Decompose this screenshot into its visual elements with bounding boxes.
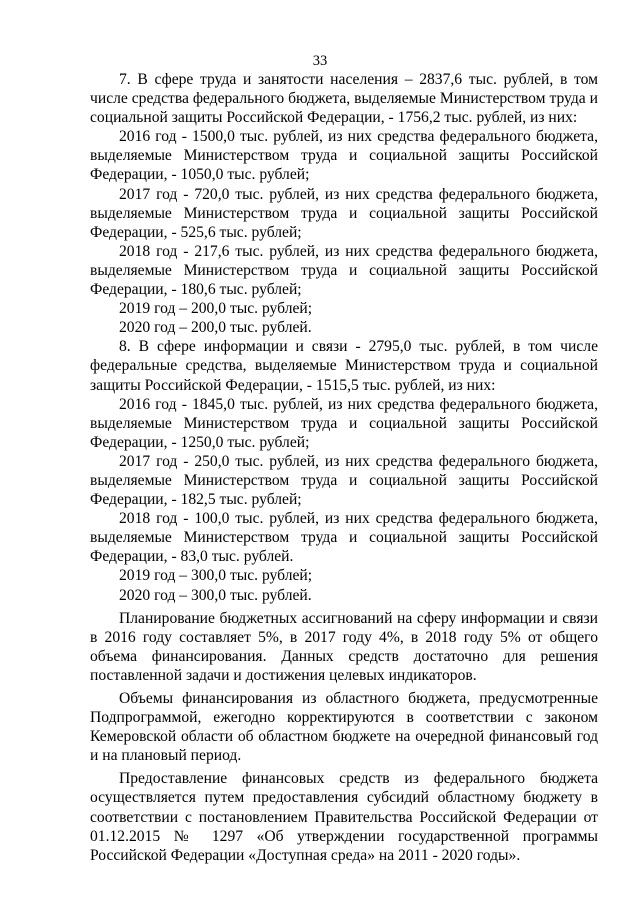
- paragraph-information-2018: 2018 год - 100,0 тыс. рублей, из них средства федерального бюджета, выделяемые Министерством труда и социальной защиты Российской Федерации, - 83,0 тыс. рублей.: [90, 510, 598, 566]
- paragraph-labor-2020: 2020 год – 200,0 тыс. рублей.: [119, 319, 312, 337]
- paragraph-federal-funding: Предоставление финансовых средств из федерального бюджета осуществляется путем предоставления субсидий областному бюджету в соответствии с постановлением Правительства Российской Федерации от 01.12.2015 № 1297 «Об утверждении государственной программы Российской Федерации «Доступная среда» на 2011 - 2020 годы».: [90, 770, 598, 864]
- document-body: [90, 70, 598, 865]
- paragraph-information-2020: 2020 год – 300,0 тыс. рублей.: [119, 586, 312, 604]
- paragraph-regional-funding: Объемы финансирования из областного бюджета, предусмотренные Подпрограммой, ежегодно корректируются в соответствии с законом Кемеровской области об областном бюджете на очередной финансовый год и на плановый период.: [90, 690, 598, 765]
- paragraph-labor-2016: 2016 год - 1500,0 тыс. рублей, из них средства федерального бюджета, выделяемые Министерством труда и социальной защиты Российской Федерации, - 1050,0 тыс. рублей;: [90, 128, 598, 184]
- paragraph-information-2016: 2016 год - 1845,0 тыс. рублей, из них средства федерального бюджета, выделяемые Министерством труда и социальной защиты Российской Федерации, - 1250,0 тыс. рублей;: [90, 395, 598, 451]
- paragraph-budget-planning: Планирование бюджетных ассигнований на сферу информации и связи в 2016 году составляет 5%, в 2017 году 4%, в 2018 году 5% от общего объема финансирования. Данных средств достаточно для решения поставленной задачи и достижения целевых индикаторов.: [90, 609, 598, 684]
- paragraph-labor-2018: 2018 год - 217,6 тыс. рублей, из них средства федерального бюджета, выделяемые Министерством труда и социальной защиты Российской Федерации, - 180,6 тыс. рублей;: [90, 242, 598, 299]
- paragraph-labor-2019: 2019 год – 200,0 тыс. рублей;: [119, 300, 313, 318]
- paragraph-information-2017: 2017 год - 250,0 тыс. рублей, из них средства федерального бюджета, выделяемые Министерством труда и социальной защиты Российской Федерации, - 182,5 тыс. рублей;: [90, 452, 598, 509]
- paragraph-labor-2017: 2017 год - 720,0 тыс. рублей, из них средства федерального бюджета, выделяемые Министерством труда и социальной защиты Российской Федерации, - 525,6 тыс. рублей;: [90, 185, 598, 241]
- paragraph-labor-employment-total: 7. В сфере труда и занятости населения – 2837,6 тыс. рублей, в том числе средства федерального бюджета, выделяемые Министерством труда и социальной защиты Российской Федерации, - 1756,2 тыс. рублей, из них:: [90, 71, 598, 127]
- paragraph-information-communication-total: 8. В сфере информации и связи - 2795,0 тыс. рублей, в том числе федеральные средства, выделяемые Министерством труда и социальной защиты Российской Федерации, - 1515,5 тыс. рублей, из них:: [90, 338, 598, 394]
- page-number: 33: [312, 53, 328, 69]
- paragraph-information-2019: 2019 год – 300,0 тыс. рублей;: [119, 567, 313, 585]
